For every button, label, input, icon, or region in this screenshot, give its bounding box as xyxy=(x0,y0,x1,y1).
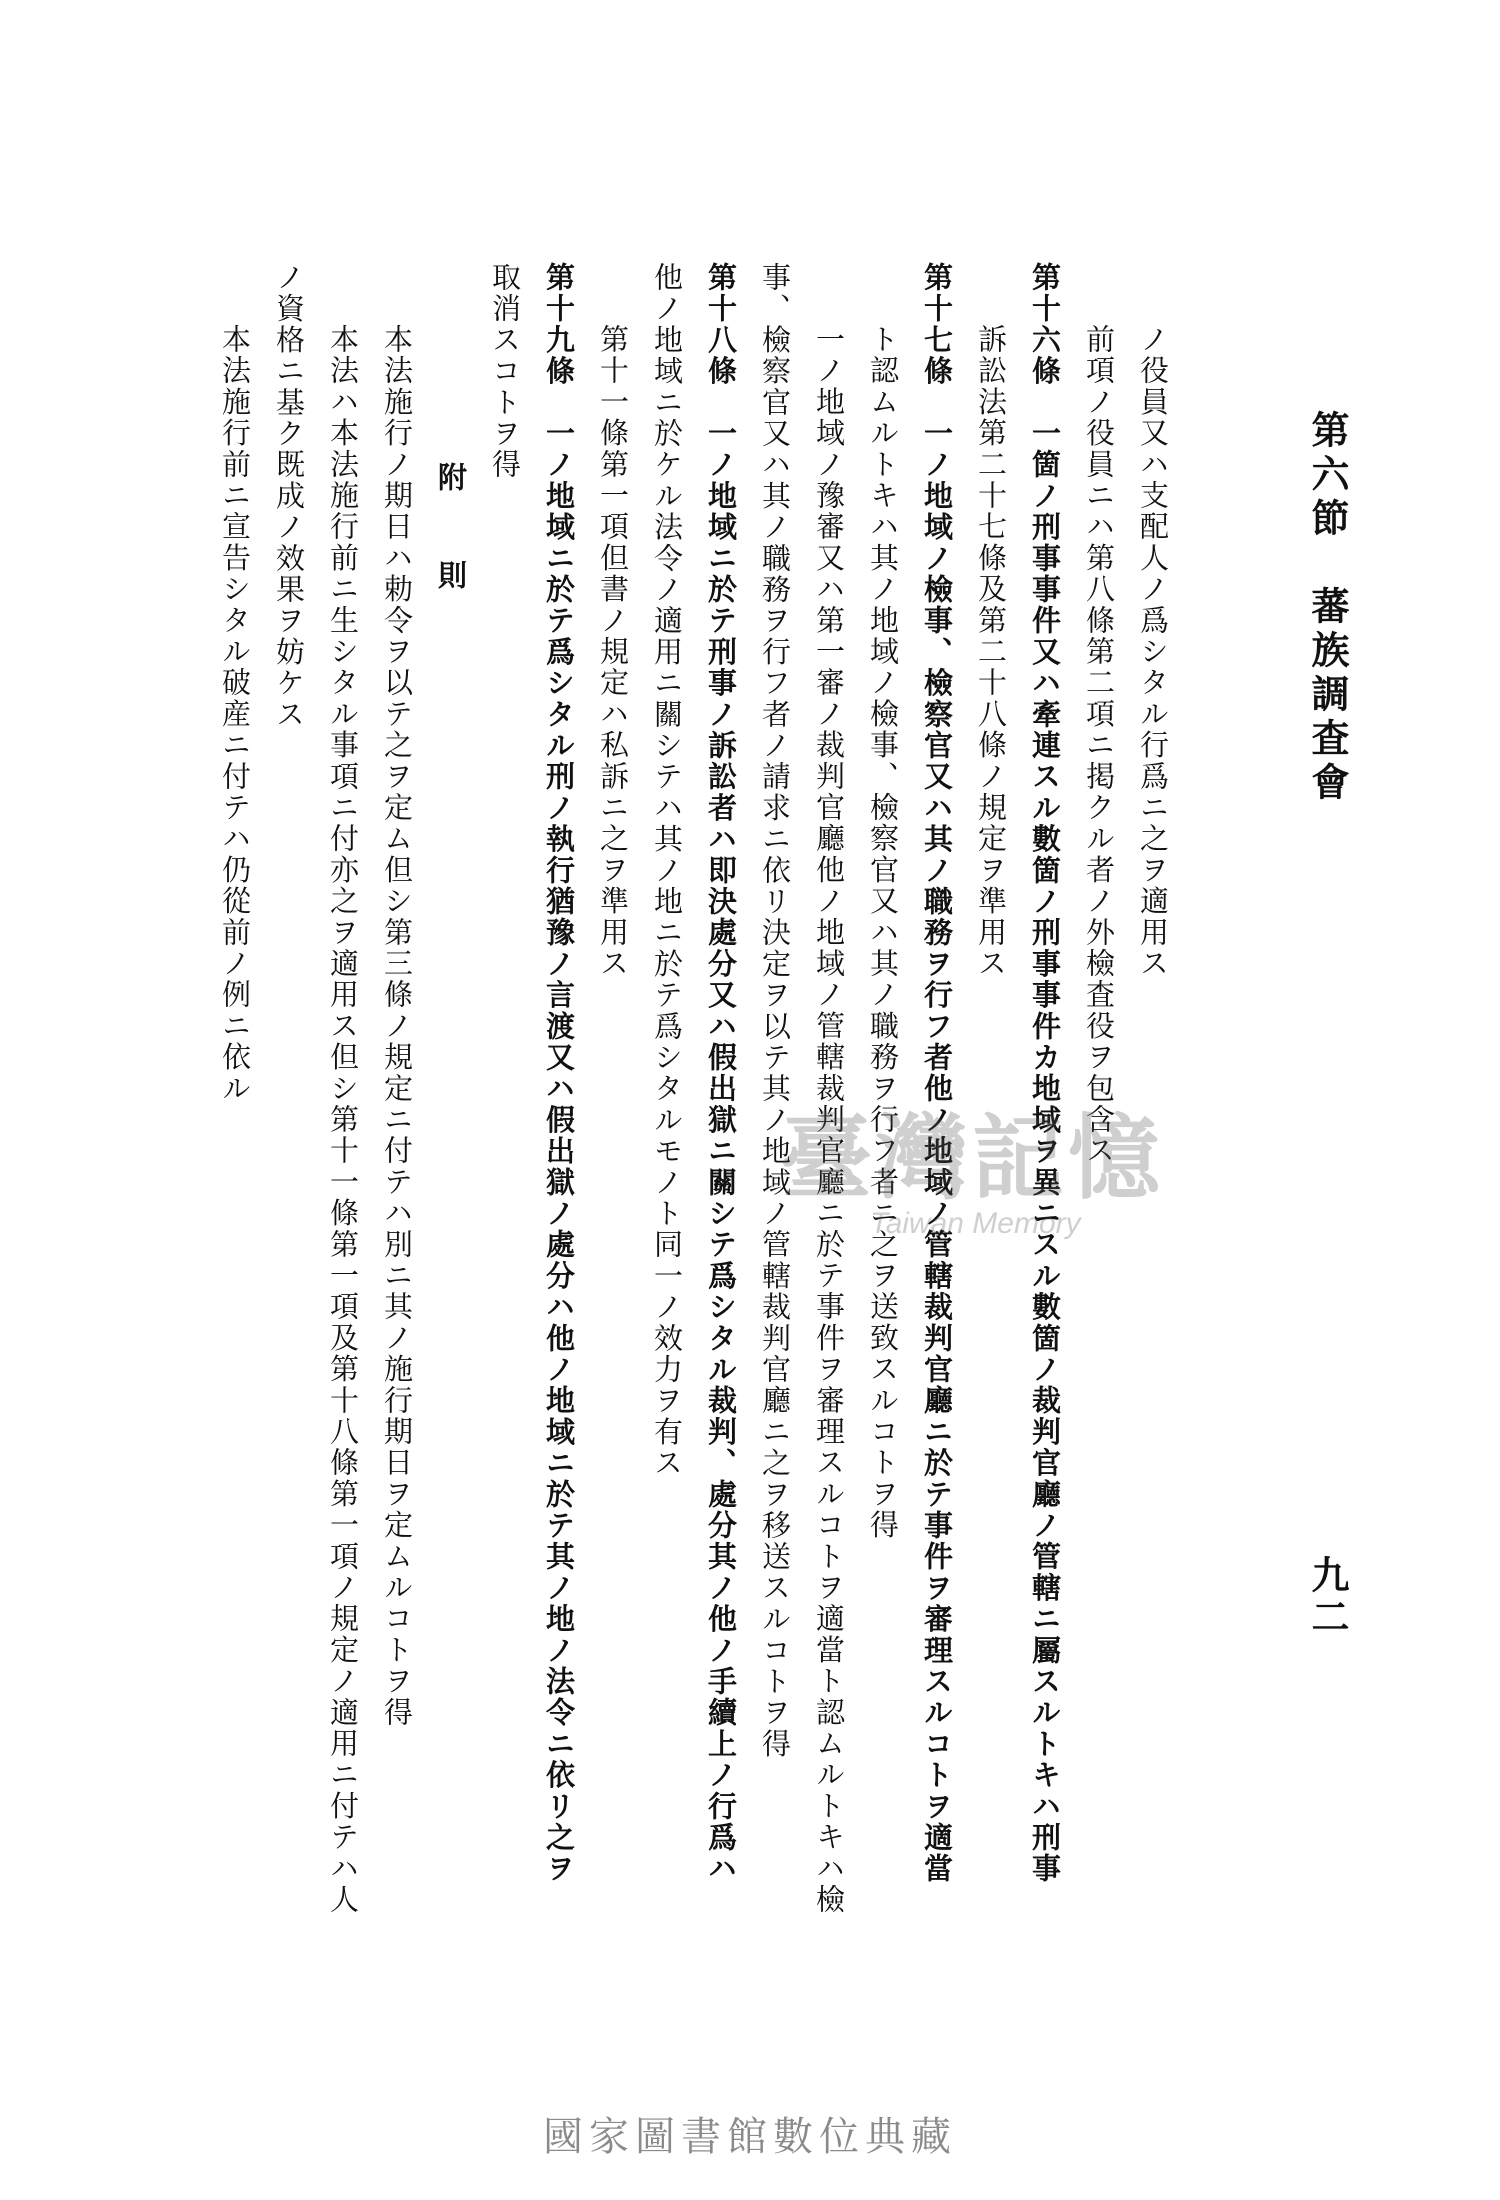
text-line-18: 本法施行前ニ宣告シタル破産ニ付テハ仍從前ノ例ニ依ル xyxy=(218,324,252,1104)
article-18: 第十八條 一ノ地域ニ於テ刑事ノ訴訟者ハ即決處分又ハ假出獄ニ關シテ爲シタル裁判、處分其ノ他ノ手續上ノ行爲ハ xyxy=(704,262,738,1885)
text-line-15: 本法施行ノ期日ハ勅令ヲ以テ之ヲ定ム但シ第三條ノ規定ニ付テハ別ニ其ノ施行期日ヲ定ムルコトヲ得 xyxy=(380,324,414,1728)
text-line-16: 本法ハ本法施行前ニ生シタル事項ニ付亦之ヲ適用ス但シ第十一條第一項及第十八條第一項ノ規定ノ適用ニ付テハ人 xyxy=(326,324,360,1916)
page-number: 九二 xyxy=(1305,1555,1350,1639)
section-title: 第六節 蕃族調査會 xyxy=(1305,410,1350,806)
text-line-8: 事、檢察官又ハ其ノ職務ヲ行フ者ノ請求ニ依リ決定ヲ以テ其ノ地域ノ管轄裁判官廳ニ之ヲ移送スルコトヲ得 xyxy=(758,262,792,1760)
text-line-11: 第十一條第一項但書ノ規定ハ私訴ニ之ヲ準用ス xyxy=(596,324,630,980)
text-line-1: ノ役員又ハ支配人ノ爲シタル行爲ニ之ヲ適用ス xyxy=(1136,324,1170,980)
body-text xyxy=(208,262,1180,2022)
text-line-7: 一ノ地域ノ豫審又ハ第一審ノ裁判官廳他ノ地域ノ管轄裁判官廳ニ於テ事件ヲ審理スルコトヲ適當ト認ムルトキハ檢 xyxy=(812,324,846,1916)
text-line-13: 取消スコトヲ得 xyxy=(488,262,522,481)
text-line-10: 他ノ地域ニ於ケル法令ノ適用ニ關シテハ其ノ地ニ於テ爲シタルモノト同一ノ效力ヲ有ス xyxy=(650,262,684,1479)
text-line-4: 訴訟法第二十七條及第二十八條ノ規定ヲ準用ス xyxy=(974,324,1008,980)
text-line-17: ノ資格ニ基ク既成ノ效果ヲ妨ケス xyxy=(272,262,306,730)
watermark-main-text: 臺灣記憶 xyxy=(780,1104,1165,1212)
watermark-sub-text: Taiwan Memory xyxy=(870,1207,1081,1240)
text-line-2: 前項ノ役員ニハ第八條第二項ニ掲クル者ノ外檢査役ヲ包含ス xyxy=(1082,324,1116,1167)
article-16: 第十六條 一箇ノ刑事事件又ハ牽連スル數箇ノ刑事事件カ地域ヲ異ニスル數箇ノ裁判官廳ノ管轄ニ屬スルトキハ刑事 xyxy=(1028,262,1062,1885)
archive-footer: 國家圖書館數位典藏 xyxy=(543,2114,957,2160)
text-line-6: ト認ムルトキハ其ノ地域ノ檢事、檢察官又ハ其ノ職務ヲ行フ者ニ之ヲ送致スルコトヲ得 xyxy=(866,324,900,1541)
article-17: 第十七條 一ノ地域ノ檢事、檢察官又ハ其ノ職務ヲ行フ者他ノ地域ノ管轄裁判官廳ニ於テ事件ヲ審理スルコトヲ適當 xyxy=(920,262,954,1885)
appendix-heading: 附 則 xyxy=(434,462,468,609)
article-19: 第十九條 一ノ地域ニ於テ爲シタル刑ノ執行猶豫ノ言渡又ハ假出獄ノ處分ハ他ノ地域ニ於テ其ノ地ノ法令ニ依リ之ヲ xyxy=(542,262,576,1885)
